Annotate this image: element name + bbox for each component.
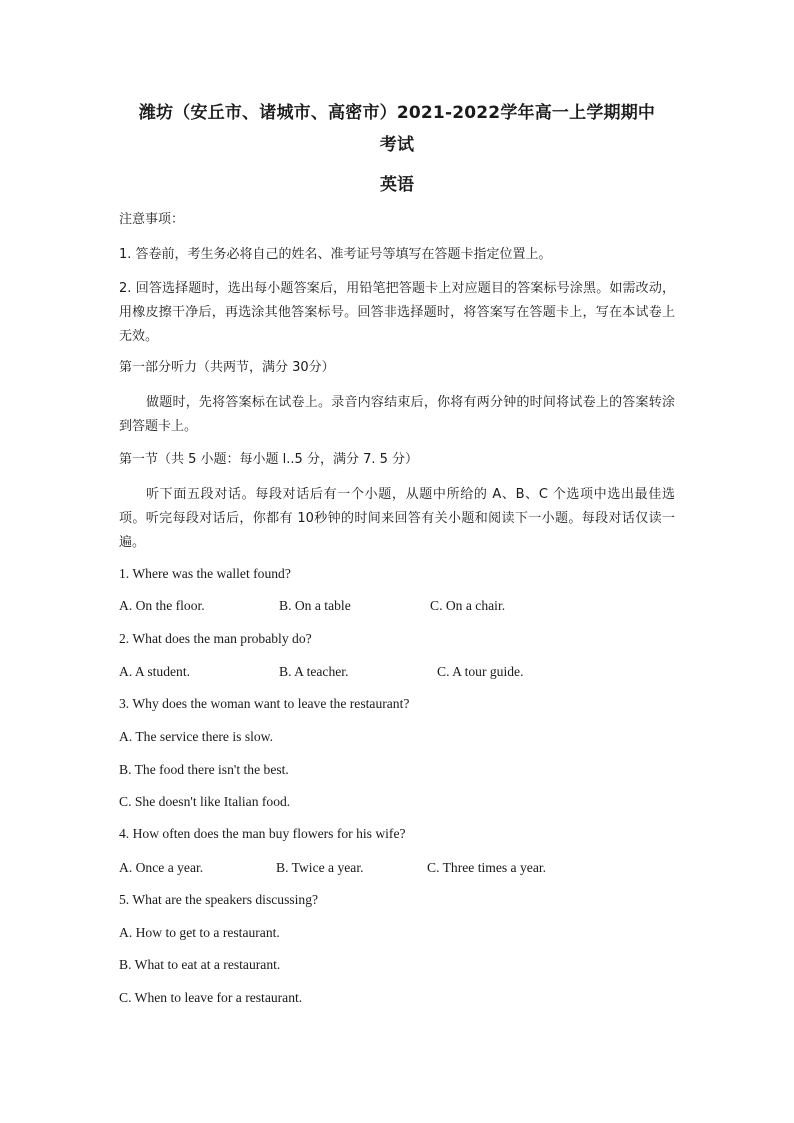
question-5-option-a: A. How to get to a restaurant. (119, 925, 280, 940)
question-3-option-b: B. The food there isn't the best. (119, 762, 289, 777)
question-1-stem: 1. Where was the wallet found? (119, 566, 291, 581)
question-1-option-c: C. On a chair. (430, 598, 506, 613)
question-5-option-c: C. When to leave for a restaurant. (119, 990, 303, 1005)
question-3-stem: 3. Why does the woman want to leave the restaurant? (119, 696, 410, 711)
question-3-option-a: A. The service there is slow. (119, 729, 274, 744)
exam-title-line2: 考试 (379, 135, 415, 155)
part1-instruction: 做题时，先将答案标在试卷上。录音内容结束后，你将有两分钟的时间将试卷上的答案转涂到答题卡上。 (119, 395, 675, 434)
note-item-2: 2. 回答选择题时，选出每小题答案后，用铅笔把答题卡上对应题目的答案标号涂黑。如需改动，用橡皮擦干净后，再选涂其他答案标号。回答非选择题时，将答案写在答题卡上，写在本试卷上无效。 (119, 281, 675, 344)
question-1-option-a: A. On the floor. (119, 598, 205, 613)
question-5-stem: 5. What are the speakers discussing? (119, 892, 319, 907)
subject-title: 英语 (380, 175, 414, 195)
note-item-1: 1. 答卷前，考生务必将自己的姓名、准考证号等填写在答题卡指定位置上。 (119, 247, 552, 262)
question-2-option-c: C. A tour guide. (437, 664, 524, 679)
question-2-option-a: A. A student. (119, 664, 190, 679)
question-1-option-b: B. On a table (279, 598, 351, 613)
exam-title-line1: 潍坊（安丘市、诸城市、高密市）2021-2022学年高一上学期期中 (138, 103, 656, 123)
question-4-stem: 4. How often does the man buy flowers for his wife? (119, 826, 406, 841)
question-5-option-b: B. What to eat at a restaurant. (119, 957, 281, 972)
question-2-option-b: B. A teacher. (279, 664, 349, 679)
question-2-stem: 2. What does the man probably do? (119, 631, 312, 646)
notes-heading: 注意事项： (119, 212, 185, 227)
question-4-option-a: A. Once a year. (119, 860, 204, 875)
section1-heading: 第一节（共 5 小题：每小题 l..5 分，满分 7. 5 分） (119, 452, 419, 467)
question-3-option-c: C. She doesn't like Italian food. (119, 794, 291, 809)
section1-instruction: 听下面五段对话。每段对话后有一个小题，从题中所给的 A、B、C 个选项中选出最佳选项。听完每段对话后，你都有 10秒钟的时间来回答有关小题和阅读下一小题。每段对话仅读一遍。 (119, 487, 675, 550)
question-4-option-c: C. Three times a year. (427, 860, 547, 875)
question-4-option-b: B. Twice a year. (276, 860, 364, 875)
part1-heading: 第一部分听力（共两节，满分 30分） (119, 360, 335, 375)
